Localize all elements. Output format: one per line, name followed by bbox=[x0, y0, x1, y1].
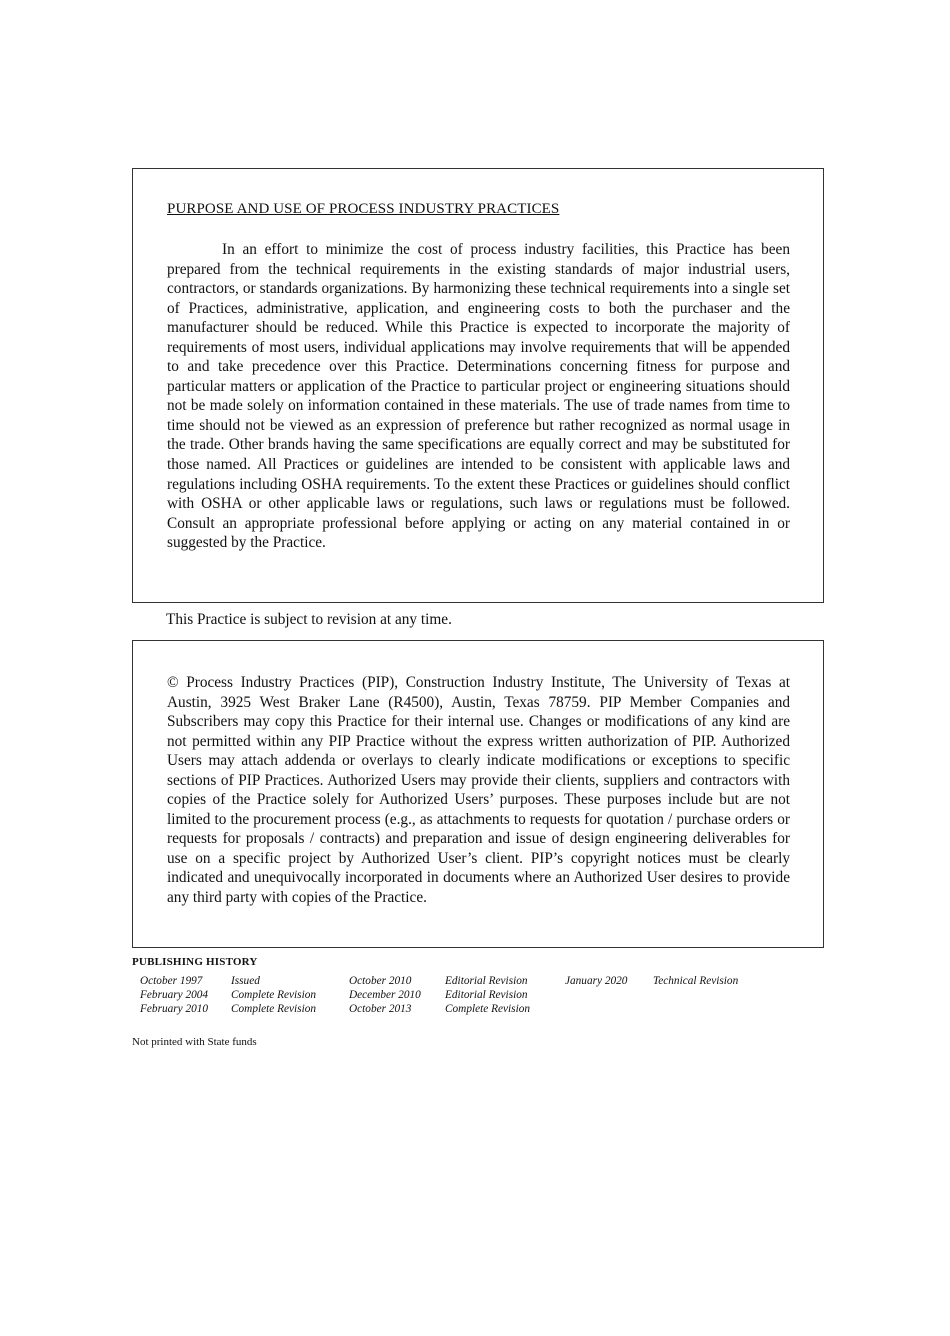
history-date: October 2010 bbox=[349, 975, 412, 987]
copyright-box bbox=[132, 640, 824, 948]
footer-note: Not printed with State funds bbox=[132, 1036, 257, 1048]
purpose-paragraph: In an effort to minimize the cost of process industry facilities, this Practice has been prepared from the technical requirements in the existing standards of major industrial users, contractors, or standards organizations. By harmonizing these technical requirements into a single set of Practices, administrative, application, and engineering costs to both the purchaser and the manufacturer should be reduced. While this Practice is expected to incorporate the majority of requirements of most users, individual applications may involve requirements that will be appended to and take precedence over this Practice. Determinations concerning fitness for purpose and particular matters or application of the Practice to particular project or engineering situations should not be made solely on information contained in these materials. The use of trade names from time to time should not be viewed as an expression of preference but rather recognized as normal usage in the trade. Other brands having the same specifications are equally correct and may be substituted for those named. All Practices or guidelines are intended to be consistent with applicable laws and regulations including OSHA requirements. To the extent these Practices or guidelines should conflict with OSHA or other applicable laws or regulations, such laws or regulations must be followed. Consult an appropriate professional before applying or acting on any material contained in or suggested by the Practice. bbox=[167, 241, 790, 552]
history-description: Editorial Revision bbox=[445, 989, 528, 1001]
history-date: February 2010 bbox=[140, 1003, 209, 1015]
history-description: Issued bbox=[231, 975, 260, 987]
history-description: Complete Revision bbox=[231, 989, 317, 1001]
history-description: Technical Revision bbox=[653, 975, 739, 987]
history-description: Complete Revision bbox=[231, 1003, 317, 1015]
purpose-box bbox=[132, 168, 824, 603]
publishing-history-title: PUBLISHING HISTORY bbox=[132, 956, 258, 968]
history-description: Complete Revision bbox=[445, 1003, 531, 1015]
history-date: December 2010 bbox=[349, 989, 421, 1001]
copyright-paragraph: © Process Industry Practices (PIP), Construction Industry Institute, The University of Texas at Austin, 3925 West Braker Lane (R4500), Austin, Texas 78759. PIP Member Companies and Subscribers may copy this Practice for their internal use. Changes or modifications of any kind are not permitted within any PIP Practice without the express written authorization of PIP. Authorized Users may attach addenda or overlays to clearly indicate modifications or exceptions to specific sections of PIP Practices. Authorized Users may provide their clients, suppliers and contractors with copies of the Practice solely for Authorized Users’ purposes. These purposes include but are not limited to the procurement process (e.g., as attachments to requests for quotation / purchase orders or requests for proposals / contracts) and preparation and issue of design engineering deliverables for use on a specific project by Authorized User’s client. PIP’s copyright notices must be clearly indicated and unequivocally incorporated in documents where an Authorized User desires to provide any third party with copies of the Practice. bbox=[167, 674, 790, 907]
revision-note: This Practice is subject to revision at any time. bbox=[166, 611, 452, 628]
history-date: January 2020 bbox=[565, 975, 628, 987]
history-description: Editorial Revision bbox=[445, 975, 528, 987]
history-date: October 1997 bbox=[140, 975, 203, 987]
purpose-heading: PURPOSE AND USE OF PROCESS INDUSTRY PRACTICES bbox=[167, 201, 560, 217]
history-date: February 2004 bbox=[140, 989, 209, 1001]
history-date: October 2013 bbox=[349, 1003, 412, 1015]
